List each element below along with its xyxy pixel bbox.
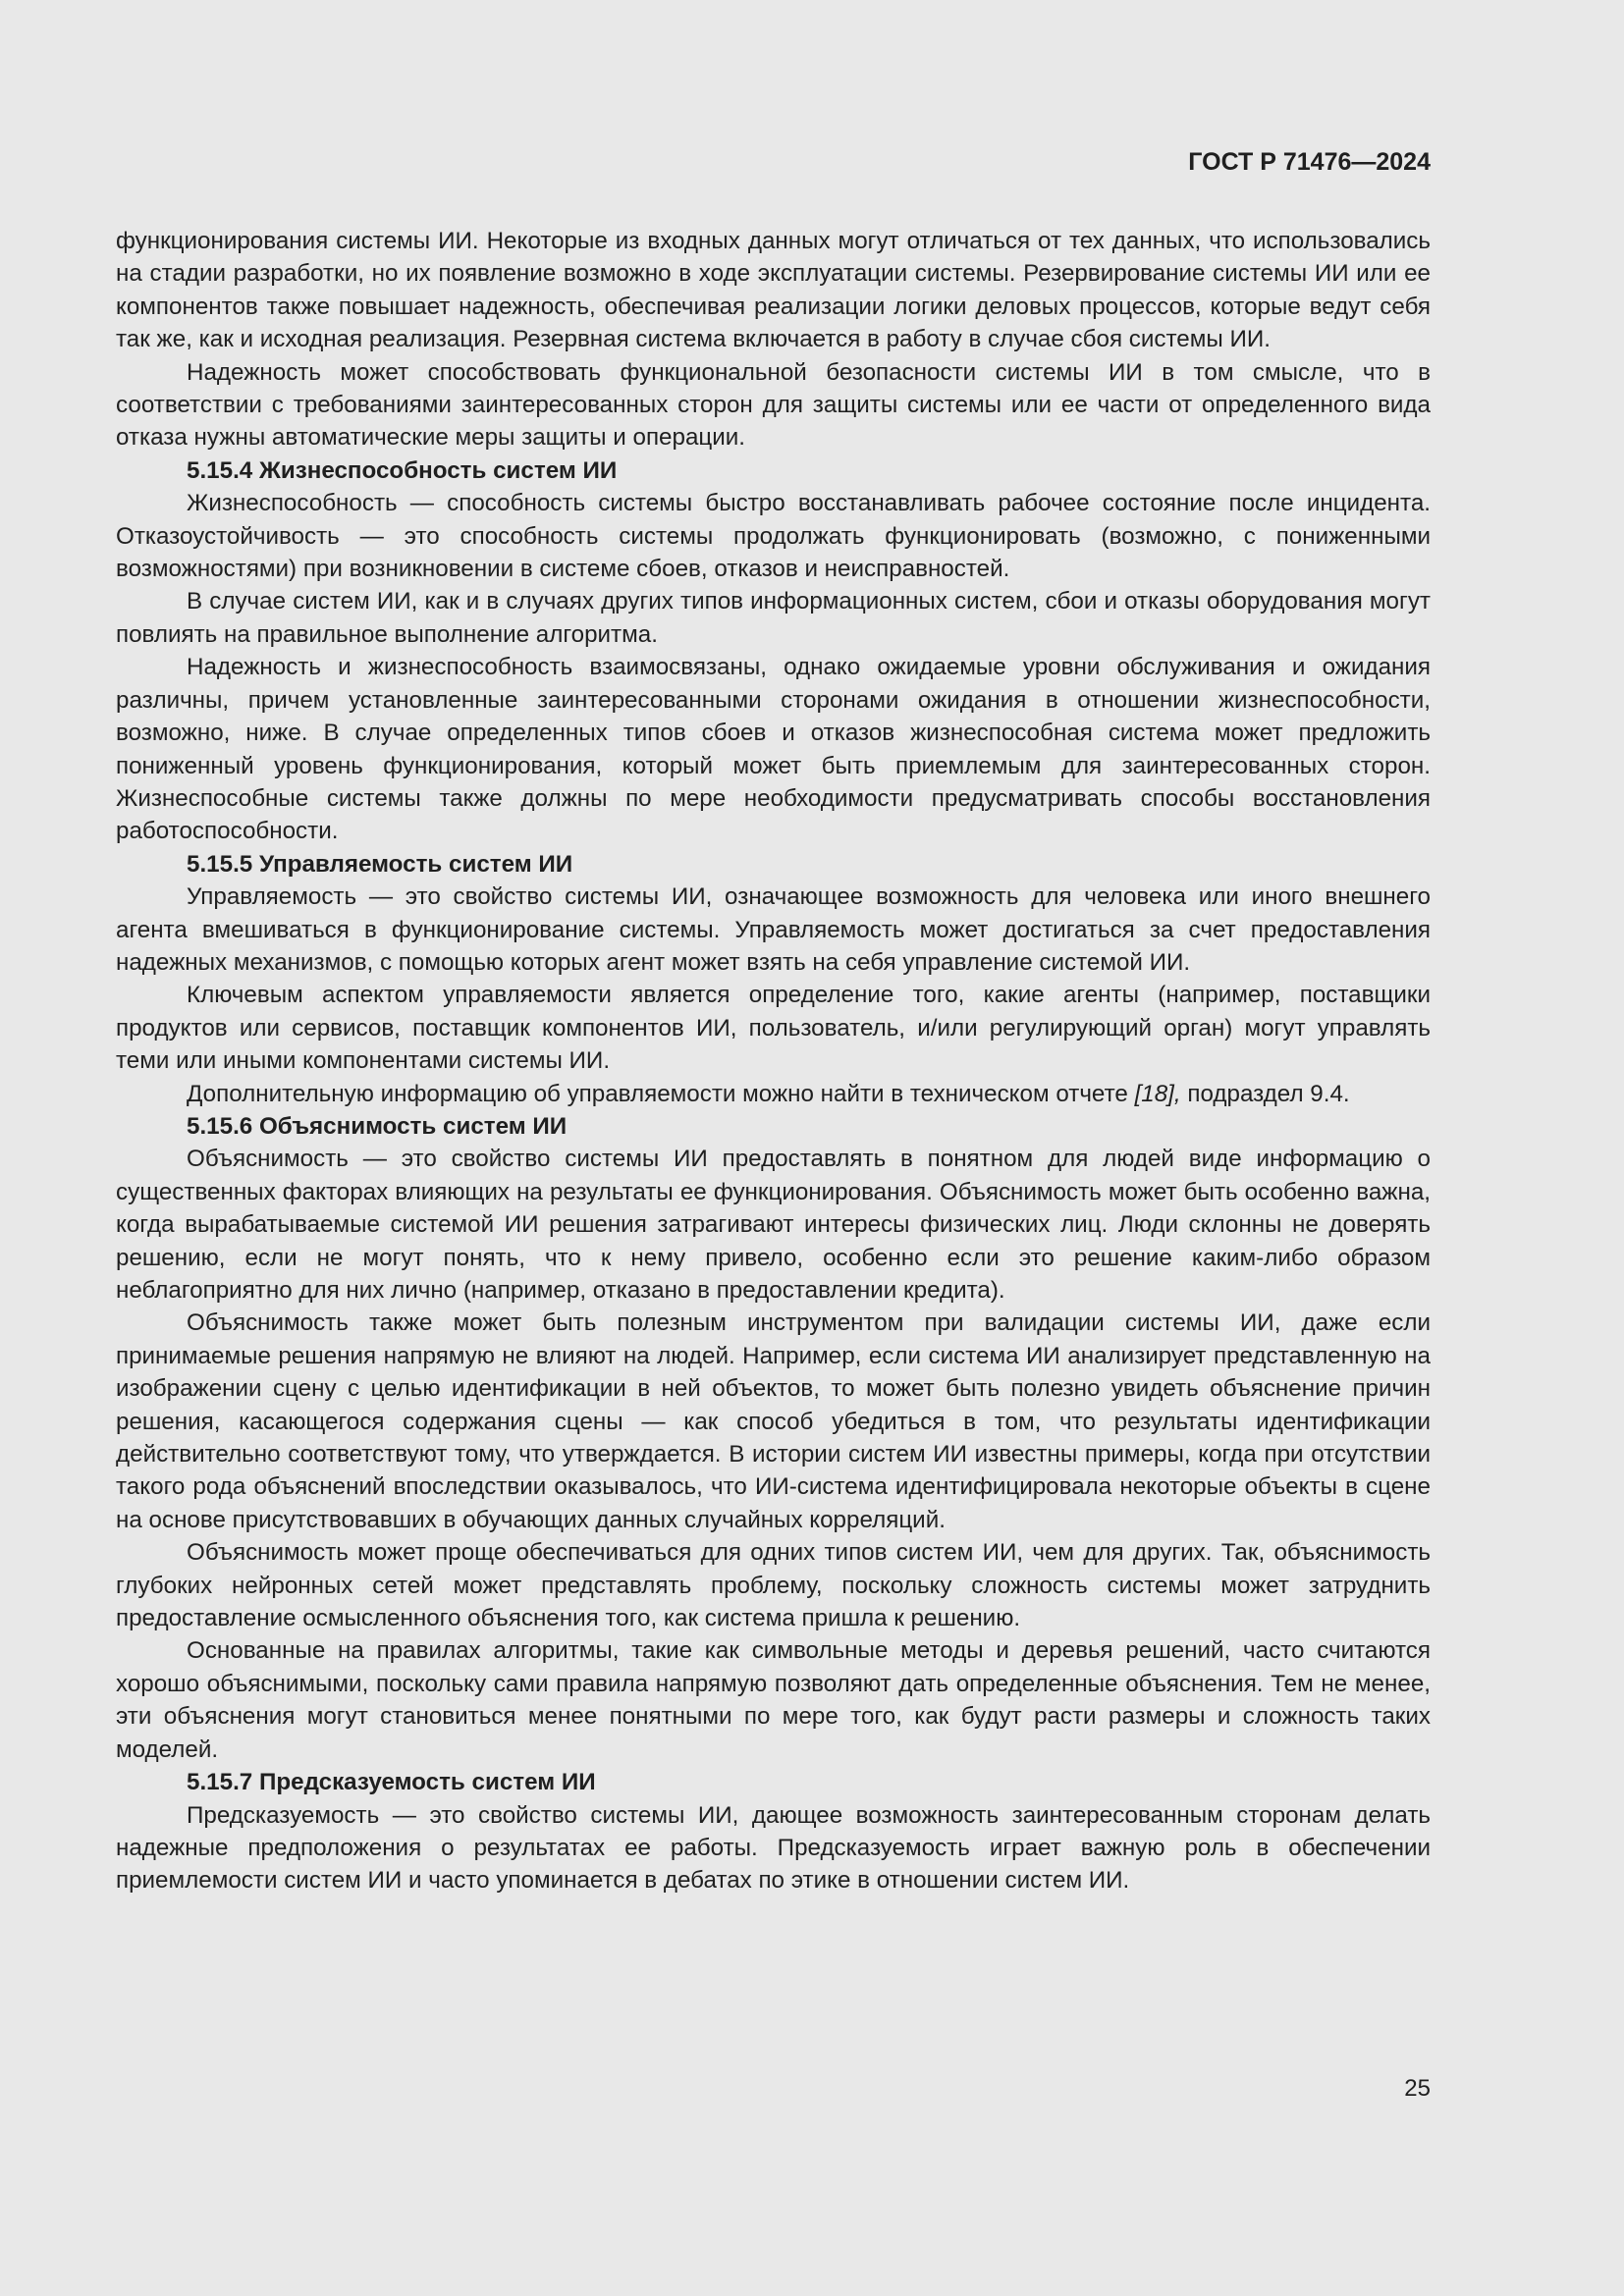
paragraph: функционирования системы ИИ. Некоторые из входных данных могут отличаться от тех данных, что использовались на стадии разработки, но их появление возможно в ходе эксплуатации системы. Резервирование системы ИИ или ее компонентов также повышает надежность, обеспечивая реализации логики деловых процессов, которые ведут себя так же, как и исходная реализация. Резервная система включается в работу в случае сбоя системы ИИ. <box>116 228 1431 353</box>
paragraph <box>116 1078 1431 1110</box>
document-body <box>116 225 1431 1897</box>
reference-citation: [18], <box>1134 1080 1181 1107</box>
paragraph: Предсказуемость — это свойство системы ИИ, дающее возможность заинтересованным сторонам делать надежные предположения о результатах ее работы. Предсказуемость играет важную роль в обеспечении приемлемости систем ИИ и часто упоминается в дебатах по этике в отношении систем ИИ. <box>116 1801 1431 1895</box>
paragraph-text: Дополнительную информацию об управляемости можно найти в техническом отчете <box>187 1080 1135 1107</box>
section-heading-5-15-7: 5.15.7 Предсказуемость систем ИИ <box>187 1769 596 1796</box>
paragraph: Надежность и жизнеспособность взаимосвязаны, однако ожидаемые уровни обслуживания и ожидания различны, причем установленные заинтересованными сторонами ожидания в отношении жизнеспособности, возможно, ниже. В случае определенных типов сбоев и отказов жизнеспособная система может предложить пониженный уровень функционирования, который может быть приемлемым для заинтересованных сторон. Жизнеспособные системы также должны по мере необходимости предусматривать способы восстановления работоспособности. <box>116 654 1431 845</box>
section-heading-5-15-5: 5.15.5 Управляемость систем ИИ <box>187 850 573 878</box>
paragraph-text: подраздел 9.4. <box>1180 1080 1350 1107</box>
paragraph: Жизнеспособность — способность системы быстро восстанавливать рабочее состояние после инцидента. Отказоустойчивость — это способность системы продолжать функционировать (возможно, с пониженными возможностями) при возникновении в системе сбоев, отказов и неисправностей. <box>116 490 1431 583</box>
section-heading-5-15-6: 5.15.6 Объяснимость систем ИИ <box>187 1112 568 1140</box>
paragraph: Ключевым аспектом управляемости является определение того, какие агенты (например, поставщики продуктов или сервисов, поставщик компонентов ИИ, пользователь, и/или регулирующий орган) могут управлять теми или иными компонентами системы ИИ. <box>116 982 1431 1075</box>
paragraph: Основанные на правилах алгоритмы, такие как символьные методы и деревья решений, часто считаются хорошо объяснимыми, поскольку сами правила напрямую позволяют дать определенные объяснения. Тем не менее, эти объяснения могут становиться менее понятными по мере того, как будут расти размеры и сложность таких моделей. <box>116 1637 1431 1763</box>
paragraph: Объяснимость — это свойство системы ИИ предоставлять в понятном для людей виде информацию о существенных факторах влияющих на результаты ее функционирования. Объяснимость может быть особенно важна, когда вырабатываемые системой ИИ решения затрагивают интересы физических лиц. Люди склонны не доверять решению, если не могут понять, что к нему привело, особенно если это решение каким-либо образом неблагоприятно для них лично (например, отказано в предоставлении кредита). <box>116 1146 1431 1304</box>
paragraph: Объяснимость может проще обеспечиваться для одних типов систем ИИ, чем для других. Так, объяснимость глубоких нейронных сетей может представлять проблему, поскольку сложность системы может затруднить предоставление осмысленного объяснения того, как система пришла к решению. <box>116 1539 1431 1632</box>
document-header: ГОСТ Р 71476—2024 <box>1188 148 1431 176</box>
page-number: 25 <box>1404 2075 1431 2102</box>
paragraph: Надежность может способствовать функциональной безопасности системы ИИ в том смысле, что в соответствии с требованиями заинтересованных сторон для защиты системы или ее части от определенного вида отказа нужны автоматические меры защиты и операции. <box>116 358 1431 452</box>
paragraph: Управляемость — это свойство системы ИИ, означающее возможность для человека или иного внешнего агента вмешиваться в функционирование системы. Управляемость может достигаться за счет предоставления надежных механизмов, с помощью которых агент может взять на себя управление системой ИИ. <box>116 883 1431 976</box>
paragraph: Объяснимость также может быть полезным инструментом при валидации системы ИИ, даже если принимаемые решения напрямую не влияют на людей. Например, если система ИИ анализирует представленную на изображении сцену с целью идентификации в ней объектов, то может быть полезно увидеть объяснение причин решения, касающегося содержания сцены — как способ убедиться в том, что результаты идентификации действительно соответствуют тому, что утверждается. В истории систем ИИ известны примеры, когда при отсутствии такого рода объяснений впоследствии оказывалось, что ИИ-система идентифицировала некоторые объекты в сцене на основе присутствовавших в обучающих данных случайных корреляций. <box>116 1309 1431 1533</box>
paragraph: В случае систем ИИ, как и в случаях других типов информационных систем, сбои и отказы оборудования могут повлиять на правильное выполнение алгоритма. <box>116 588 1431 648</box>
section-heading-5-15-4: 5.15.4 Жизнеспособность систем ИИ <box>187 456 618 484</box>
